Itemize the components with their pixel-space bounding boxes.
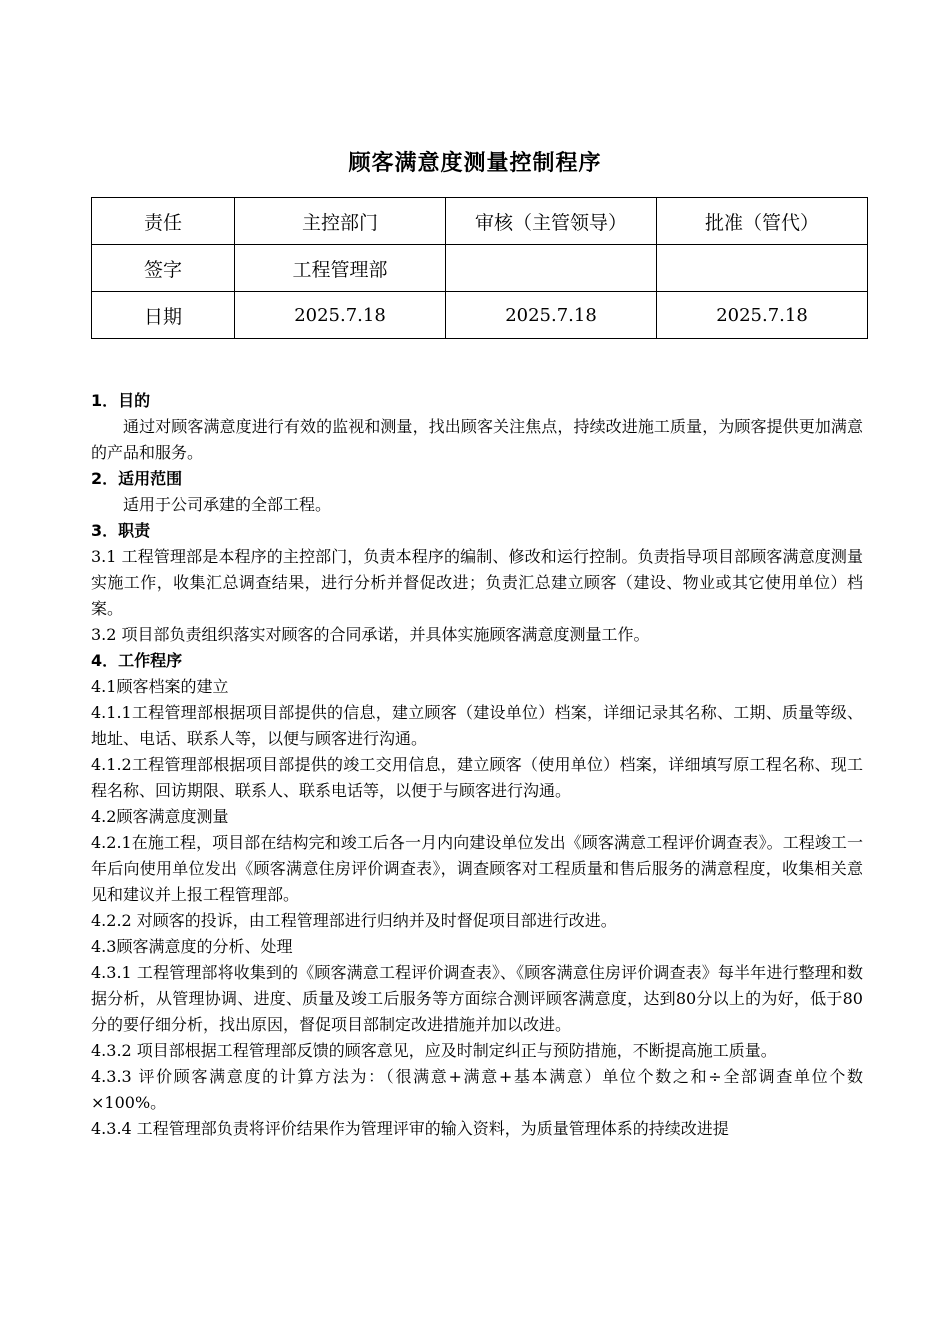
table-cell-date: 2025.7.18 <box>446 292 657 339</box>
subsection-heading: 4.2顾客满意度测量 <box>91 807 229 826</box>
table-cell <box>446 245 657 292</box>
document-body <box>91 388 863 1142</box>
paragraph: 4.3.2 项目部根据工程管理部反馈的顾客意见，应及时制定纠正与预防措施，不断提高施工质量。 <box>91 1041 777 1060</box>
paragraph: 适用于公司承建的全部工程。 <box>123 495 332 514</box>
paragraph: 3.1 工程管理部是本程序的主控部门，负责本程序的编制、修改和运行控制。负责指导项目部顾客满意度测量实施工作，收集汇总调查结果，进行分析并督促改进；负责汇总建立顾客（建设、物业或其它使用单位）档案。 <box>91 547 863 618</box>
sign-off-table <box>91 197 868 339</box>
paragraph: 4.3.1 工程管理部将收集到的《顾客满意工程评价调查表》、《顾客满意住房评价调查表》每半年进行整理和数据分析，从管理协调、进度、质量及竣工后服务等方面综合测评顾客满意度，达到80分以上的为好，低于80分的要仔细分析，找出原因，督促项目部制定改进措施并加以改进。 <box>91 963 863 1034</box>
table-cell-date: 2025.7.18 <box>235 292 446 339</box>
table-row <box>92 198 868 245</box>
paragraph: 4.1.2工程管理部根据项目部提供的竣工交用信息，建立顾客（使用单位）档案，详细填写原工程名称、现工程名称、回访期限、联系人、联系电话等，以便于与顾客进行沟通。 <box>91 755 863 800</box>
section-heading: 1．目的 <box>91 391 151 410</box>
paragraph: 4.3.4 工程管理部负责将评价结果作为管理评审的输入资料，为质量管理体系的持续改进提 <box>91 1119 729 1138</box>
section-heading: 4．工作程序 <box>91 651 183 670</box>
table-cell: 审核（主管领导） <box>446 198 657 245</box>
table-cell-date: 2025.7.18 <box>657 292 868 339</box>
document-title: 顾客满意度测量控制程序 <box>348 151 602 176</box>
paragraph: 4.1.1工程管理部根据项目部提供的信息，建立顾客（建设单位）档案，详细记录其名称、工期、质量等级、地址、电话、联系人等，以便与顾客进行沟通。 <box>91 703 863 748</box>
table-row <box>92 245 868 292</box>
subsection-heading: 4.3顾客满意度的分析、处理 <box>91 937 293 956</box>
table-cell: 签字 <box>92 245 235 292</box>
paragraph: 4.2.1在施工程，项目部在结构完和竣工后各一月内向建设单位发出《顾客满意工程评价调查表》。工程竣工一年后向使用单位发出《顾客满意住房评价调查表》，调查顾客对工程质量和售后服务的满意程度，收集相关意见和建议并上报工程管理部。 <box>91 833 863 904</box>
table-cell: 工程管理部 <box>235 245 446 292</box>
section-heading: 3．职责 <box>91 521 151 540</box>
subsection-heading: 4.1顾客档案的建立 <box>91 677 229 696</box>
paragraph: 4.2.2 对顾客的投诉，由工程管理部进行归纳并及时督促项目部进行改进。 <box>91 911 617 930</box>
table-cell: 责任 <box>92 198 235 245</box>
table-cell: 主控部门 <box>235 198 446 245</box>
paragraph: 4.3.3 评价顾客满意度的计算方法为：（很满意+满意+基本满意）单位个数之和÷全部调查单位个数×100%。 <box>91 1067 863 1112</box>
table-cell: 批准（管代） <box>657 198 868 245</box>
paragraph: 通过对顾客满意度进行有效的监视和测量，找出顾客关注焦点，持续改进施工质量，为顾客提供更加满意的产品和服务。 <box>91 417 863 462</box>
table-cell <box>657 245 868 292</box>
table-cell: 日期 <box>92 292 235 339</box>
table-row <box>92 292 868 339</box>
section-heading: 2．适用范围 <box>91 469 183 488</box>
paragraph: 3.2 项目部负责组织落实对顾客的合同承诺，并具体实施顾客满意度测量工作。 <box>91 625 650 644</box>
